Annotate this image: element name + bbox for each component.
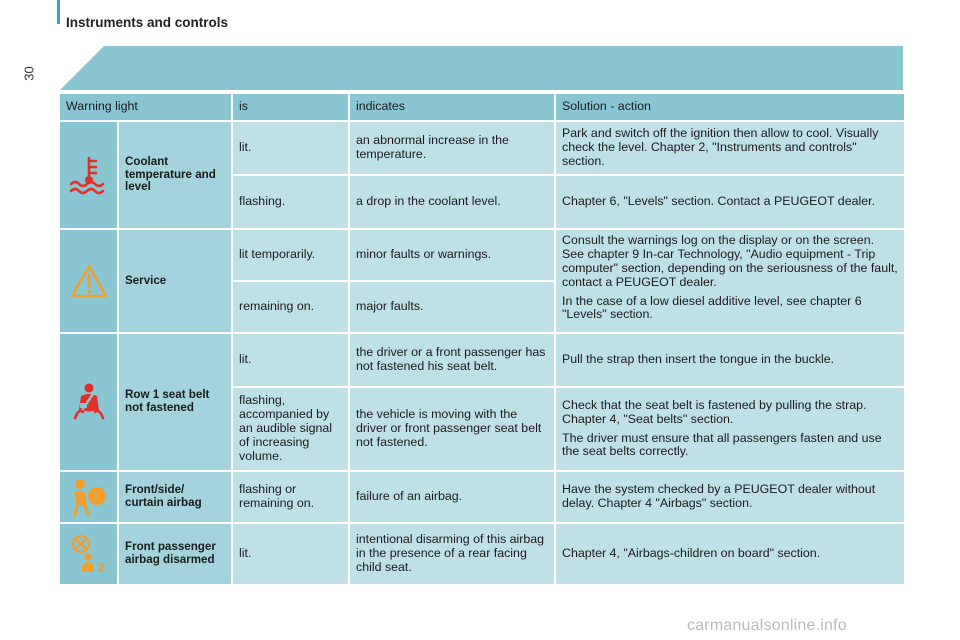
svg-text:2: 2 bbox=[97, 560, 105, 575]
coolant-state-lit: lit. bbox=[233, 122, 348, 174]
table-row bbox=[60, 334, 904, 386]
seatbelt-indicates-lit: the driver or a front passenger has not fastened his seat belt. bbox=[350, 334, 554, 386]
coolant-name: Coolant temperature and level bbox=[119, 122, 231, 228]
seat-belt-icon bbox=[71, 382, 107, 422]
airbag-state: flashing or remaining on. bbox=[233, 472, 348, 522]
service-icon-cell bbox=[60, 230, 117, 332]
table-row bbox=[60, 472, 904, 522]
coolant-icon-cell bbox=[60, 122, 117, 228]
passenger-airbag-name: Front passenger airbag disarmed bbox=[119, 524, 231, 584]
service-name: Service bbox=[119, 230, 231, 332]
warning-lights-table bbox=[58, 92, 906, 586]
seatbelt-name: Row 1 seat belt not fastened bbox=[119, 334, 231, 470]
seatbelt-indicates-flashing: the vehicle is moving with the driver or front passenger seat belt not fastened. bbox=[350, 388, 554, 470]
seatbelt-solution-flashing-1: Check that the seat belt is fastened by pulling the strap. Chapter 4, "Seat belts" section. bbox=[562, 397, 867, 426]
seatbelt-solution-flashing-2: The driver must ensure that all passengers fasten and use the seat belts correctly. bbox=[562, 430, 882, 459]
seatbelt-icon-cell bbox=[60, 334, 117, 470]
col-header-warning-light: Warning light bbox=[60, 94, 231, 120]
coolant-indicates-flashing: a drop in the coolant level. bbox=[350, 176, 554, 228]
passenger-airbag-off-icon bbox=[68, 533, 110, 575]
coolant-solution-flashing: Chapter 6, "Levels" section. Contact a PEUGEOT dealer. bbox=[556, 176, 904, 228]
service-state-remaining: remaining on. bbox=[233, 282, 348, 332]
passenger-airbag-state: lit. bbox=[233, 524, 348, 584]
service-indicates-remaining: major faults. bbox=[350, 282, 554, 332]
seatbelt-state-flashing: flashing, accompanied by an audible signal of increasing volume. bbox=[233, 388, 348, 470]
coolant-state-flashing: flashing. bbox=[233, 176, 348, 228]
watermark: carmanualsonline.info bbox=[687, 617, 847, 634]
col-header-indicates: indicates bbox=[350, 94, 554, 120]
service-indicates-temporary: minor faults or warnings. bbox=[350, 230, 554, 280]
airbag-indicates: failure of an airbag. bbox=[350, 472, 554, 522]
page-title: Instruments and controls bbox=[66, 15, 229, 30]
passenger-airbag-indicates: intentional disarming of this airbag in the presence of a rear facing child seat. bbox=[350, 524, 554, 584]
col-header-solution: Solution - action bbox=[556, 94, 904, 120]
airbag-icon bbox=[69, 476, 109, 518]
service-solution-2: In the case of a low diesel additive level, see chapter 6 "Levels" section. bbox=[562, 293, 862, 322]
warning-triangle-icon bbox=[69, 263, 109, 299]
table-banner bbox=[60, 46, 903, 90]
service-solution bbox=[556, 230, 904, 332]
header-accent-bar bbox=[57, 0, 60, 24]
seatbelt-solution-flashing bbox=[556, 388, 904, 470]
passenger-airbag-solution: Chapter 4, "Airbags-children on board" section. bbox=[556, 524, 904, 584]
page-number: 30 bbox=[21, 66, 37, 81]
coolant-temperature-icon bbox=[67, 154, 111, 196]
seatbelt-state-lit: lit. bbox=[233, 334, 348, 386]
coolant-solution-lit: Park and switch off the ignition then allow to cool. Visually check the level. Chapter 2, "Instruments and controls" section. bbox=[556, 122, 904, 174]
service-solution-1: Consult the warnings log on the display or on the screen. See chapter 9 In-car Technology, "Audio equipment - Trip computer" section, depending on the seriousness of the fault, contact a PEUGEOT dealer. bbox=[562, 233, 898, 289]
airbag-solution: Have the system checked by a PEUGEOT dealer without delay. Chapter 4 "Airbags" section. bbox=[556, 472, 904, 522]
service-state-temporary: lit temporarily. bbox=[233, 230, 348, 280]
col-header-is: is bbox=[233, 94, 348, 120]
coolant-indicates-lit: an abnormal increase in the temperature. bbox=[350, 122, 554, 174]
table-row bbox=[60, 524, 904, 584]
table-header-row bbox=[60, 94, 904, 120]
airbag-name: Front/side/ curtain airbag bbox=[119, 472, 231, 522]
table-row bbox=[60, 230, 904, 280]
airbag-icon-cell bbox=[60, 472, 117, 522]
seatbelt-solution-lit: Pull the strap then insert the tongue in the buckle. bbox=[556, 334, 904, 386]
passenger-airbag-icon-cell bbox=[60, 524, 117, 584]
table-row bbox=[60, 122, 904, 174]
